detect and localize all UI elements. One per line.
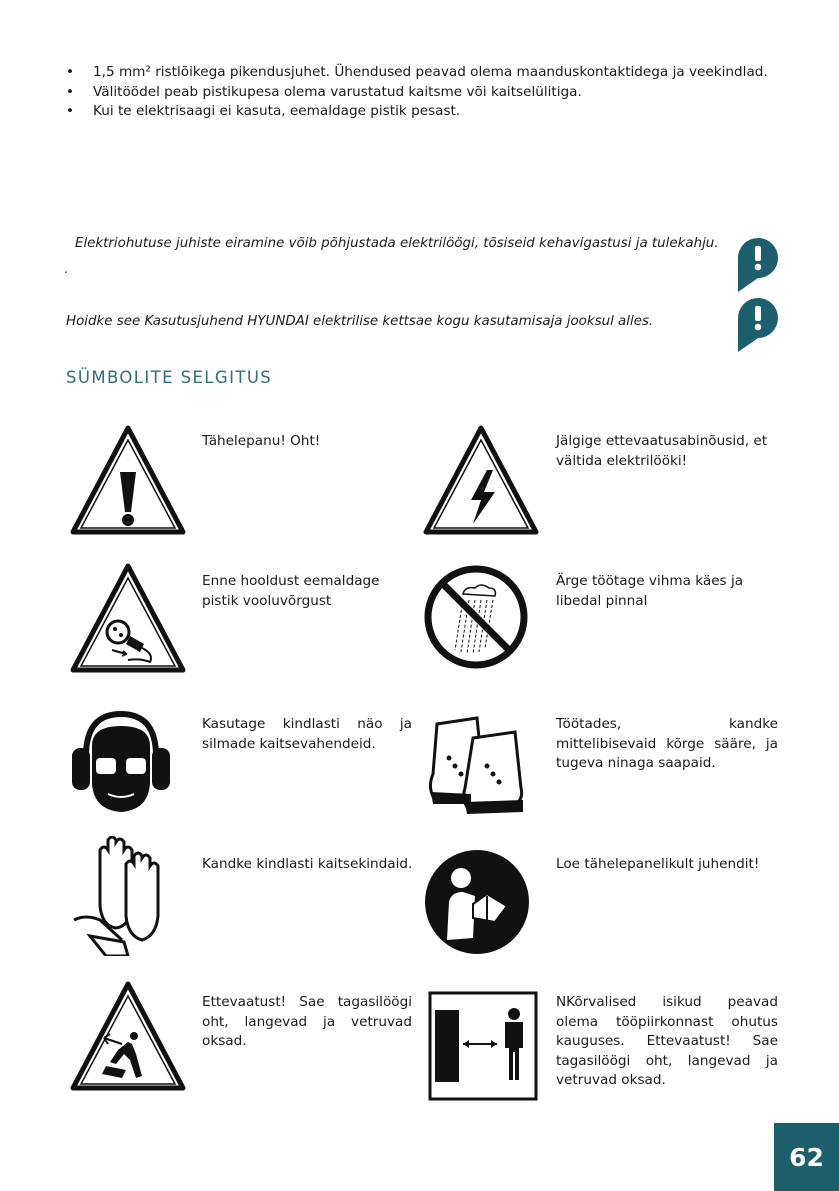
- exclamation-speech-bubble-icon: [736, 236, 780, 292]
- symbol-text-bystanders: NKõrvalised isikud peavad olema tööpiirkonnast ohutus kauguses. Ettevaatust! Sae tagasilöögi oht, langevad ja vetruvad oksad.: [556, 994, 778, 1089]
- symbol-text-manual: Loe tähelepanelikult juhendit!: [556, 856, 760, 872]
- no-rain-icon: [423, 564, 529, 670]
- bullet-item: • Kui te elektrisaagi ei kasuta, eemaldage pistik pesast.: [66, 102, 768, 122]
- bullet-list: [66, 63, 768, 122]
- section-title: SÜMBOLITE SELGITUS: [66, 368, 273, 387]
- symbol-text-no-rain: Ärge töötage vihma käes ja libedal pinnal: [556, 573, 744, 609]
- safety-boots-icon: [425, 708, 533, 816]
- protective-gloves-icon: [70, 836, 176, 956]
- read-manual-icon: [423, 848, 531, 956]
- stray-dot: .: [64, 262, 68, 276]
- exclamation-speech-bubble-icon: [736, 296, 780, 352]
- keep-manual-notice: Hoidke see Kasutusjuhend HYUNDAI elektrilise kettsae kogu kasutamisaja jooksul alles.: [66, 314, 654, 329]
- symbol-text-kickback: Ettevaatust! Sae tagasilöögi oht, langevad ja vetruvad oksad.: [202, 994, 412, 1050]
- symbol-text-unplug: Enne hooldust eemaldage pistik vooluvõrgust: [202, 573, 380, 609]
- face-eye-protection-icon: [68, 706, 174, 818]
- symbol-text-electric: Jälgige ettevaatusabinõusid, et vältida elektrilööki!: [556, 433, 768, 469]
- symbol-text-attention: Tähelepanu! Oht!: [202, 433, 321, 449]
- unplug-before-maintenance-icon: [70, 562, 186, 674]
- kickback-warning-icon: [70, 980, 186, 1092]
- symbol-text-boots: Töötades, kandke mittelibisevaid kõrge sääre, ja tugeva ninaga saapaid.: [556, 716, 778, 772]
- bullet-item: • Välitöödel peab pistikupesa olema varustatud kaitsme või kaitselülitiga.: [66, 83, 768, 103]
- electric-shock-triangle-icon: [423, 424, 539, 536]
- symbol-text-gloves: Kandke kindlasti kaitsekindaid.: [202, 856, 413, 872]
- electrical-safety-warning: Elektriohutuse juhiste eiramine võib põhjustada elektrilöögi, tõsiseid kehavigastusi ja tulekahju.: [75, 236, 719, 251]
- keep-distance-bystanders-icon: [427, 990, 539, 1102]
- page-number: 62: [774, 1123, 839, 1191]
- warning-triangle-icon: [70, 424, 186, 536]
- bullet-item: • 1,5 mm² ristlõikega pikendusjuhet. Ühendused peavad olema maanduskontaktidega ja veekindlad.: [66, 63, 768, 83]
- symbol-text-face-protection: Kasutage kindlasti näo ja silmade kaitsevahendeid.: [202, 716, 412, 752]
